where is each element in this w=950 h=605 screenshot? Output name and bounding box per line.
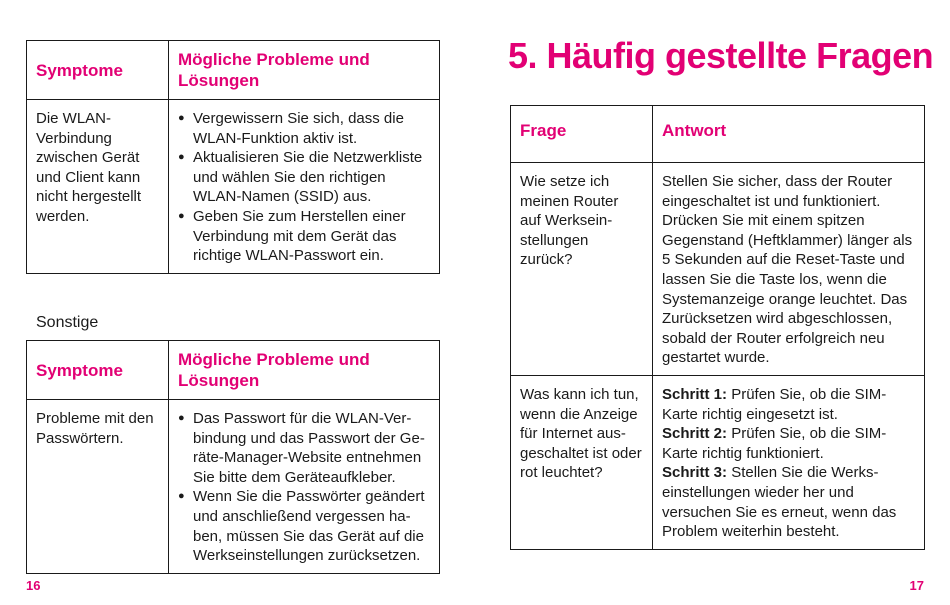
step-label: Schritt 3: xyxy=(662,464,728,482)
section-label-sonstige: Sonstige xyxy=(36,314,99,331)
table-header-row xyxy=(27,341,440,400)
header-symptome: Symptome xyxy=(27,41,169,100)
header-loesungen: Mögliche Probleme und Lösungen xyxy=(169,341,440,400)
list-item: ● Aktualisieren Sie die Netzwerkliste und wählen Sie den richtigen WLAN-Namen (SSID) aus. xyxy=(178,148,430,207)
step-text: Prüfen Sie, ob die SIM-Karte richtig eingesetzt ist. xyxy=(662,385,887,423)
header-symptome: Symptome xyxy=(27,341,169,400)
list-item: ● Geben Sie zum Herstellen einer Verbindung mit dem Gerät das richtige WLAN-Passwort ein. xyxy=(178,207,430,266)
table-header-row xyxy=(511,106,925,163)
step-3 xyxy=(662,463,915,541)
symptom-cell: Die WLAN-Verbindung zwischen Gerät und Client kann nicht hergestellt werden. xyxy=(27,100,169,274)
question-cell: Wie setze ich meinen Router auf Werkseinstellungen zurück? xyxy=(511,163,653,376)
page-title: 5. Häufig gestellte Fragen xyxy=(508,35,934,76)
solution-cell xyxy=(169,400,440,574)
step-1 xyxy=(662,385,915,424)
list-item: ● Vergewissern Sie sich, dass die WLAN-Funktion aktiv ist. xyxy=(178,109,430,148)
step-label: Schritt 1: xyxy=(662,385,728,403)
table-row xyxy=(511,163,925,376)
list-item: ● Das Passwort für die WLAN-Verbindung und das Passwort der Geräte-Manager-Website entnehmen Sie bitte dem Geräteaufkleber. xyxy=(178,409,430,487)
step-label: Schritt 2: xyxy=(662,425,728,443)
faq-table xyxy=(510,105,925,550)
page-number-right: 17 xyxy=(909,578,924,593)
solution-list xyxy=(178,109,430,266)
table-row xyxy=(27,100,440,274)
table-row xyxy=(27,400,440,574)
symptom-cell: Probleme mit den Passwörtern. xyxy=(27,400,169,574)
troubleshooting-table-sonstige xyxy=(26,340,440,574)
step-text: Prüfen Sie, ob die SIM-Karte richtig funktioniert. xyxy=(662,425,887,462)
solution-list xyxy=(178,409,430,566)
answer-cell xyxy=(653,375,925,549)
question-cell: Was kann ich tun, wenn die Anzeige für Internet ausgeschaltet ist oder rot leuchtet? xyxy=(511,375,653,549)
page-number-left: 16 xyxy=(26,578,41,593)
solution-cell xyxy=(169,100,440,274)
right-page xyxy=(475,0,950,605)
header-frage: Frage xyxy=(511,106,653,163)
table-header-row xyxy=(27,41,440,100)
step-text: Stellen Sie die Werkseinstellungen wieder her und versuchen Sie es erneut, wenn das Problem weiterhin besteht. xyxy=(662,464,897,541)
header-loesungen: Mögliche Probleme und Lösungen xyxy=(169,41,440,100)
list-item: ● Wenn Sie die Passwörter geändert und anschließend vergessen haben, müssen Sie das Gerät auf die Werkseinstellungen zurücksetzen. xyxy=(178,487,430,565)
header-antwort: Antwort xyxy=(653,106,925,163)
step-2 xyxy=(662,424,915,463)
troubleshooting-table-wlan xyxy=(26,40,440,274)
answer-cell: Stellen Sie sicher, dass der Router eingeschaltet ist und funktioniert. Drücken Sie mit einem spitzen Gegenstand (Heftklammer) länger als 5 Sekunden auf die Reset-Taste und lassen Sie die Taste los, wenn die Systemanzeige orange leuchtet. Das Zurücksetzen wird abgeschlossen, sobald der Router erfolgreich neu gestartet wurde. xyxy=(653,163,925,376)
table-row xyxy=(511,375,925,549)
